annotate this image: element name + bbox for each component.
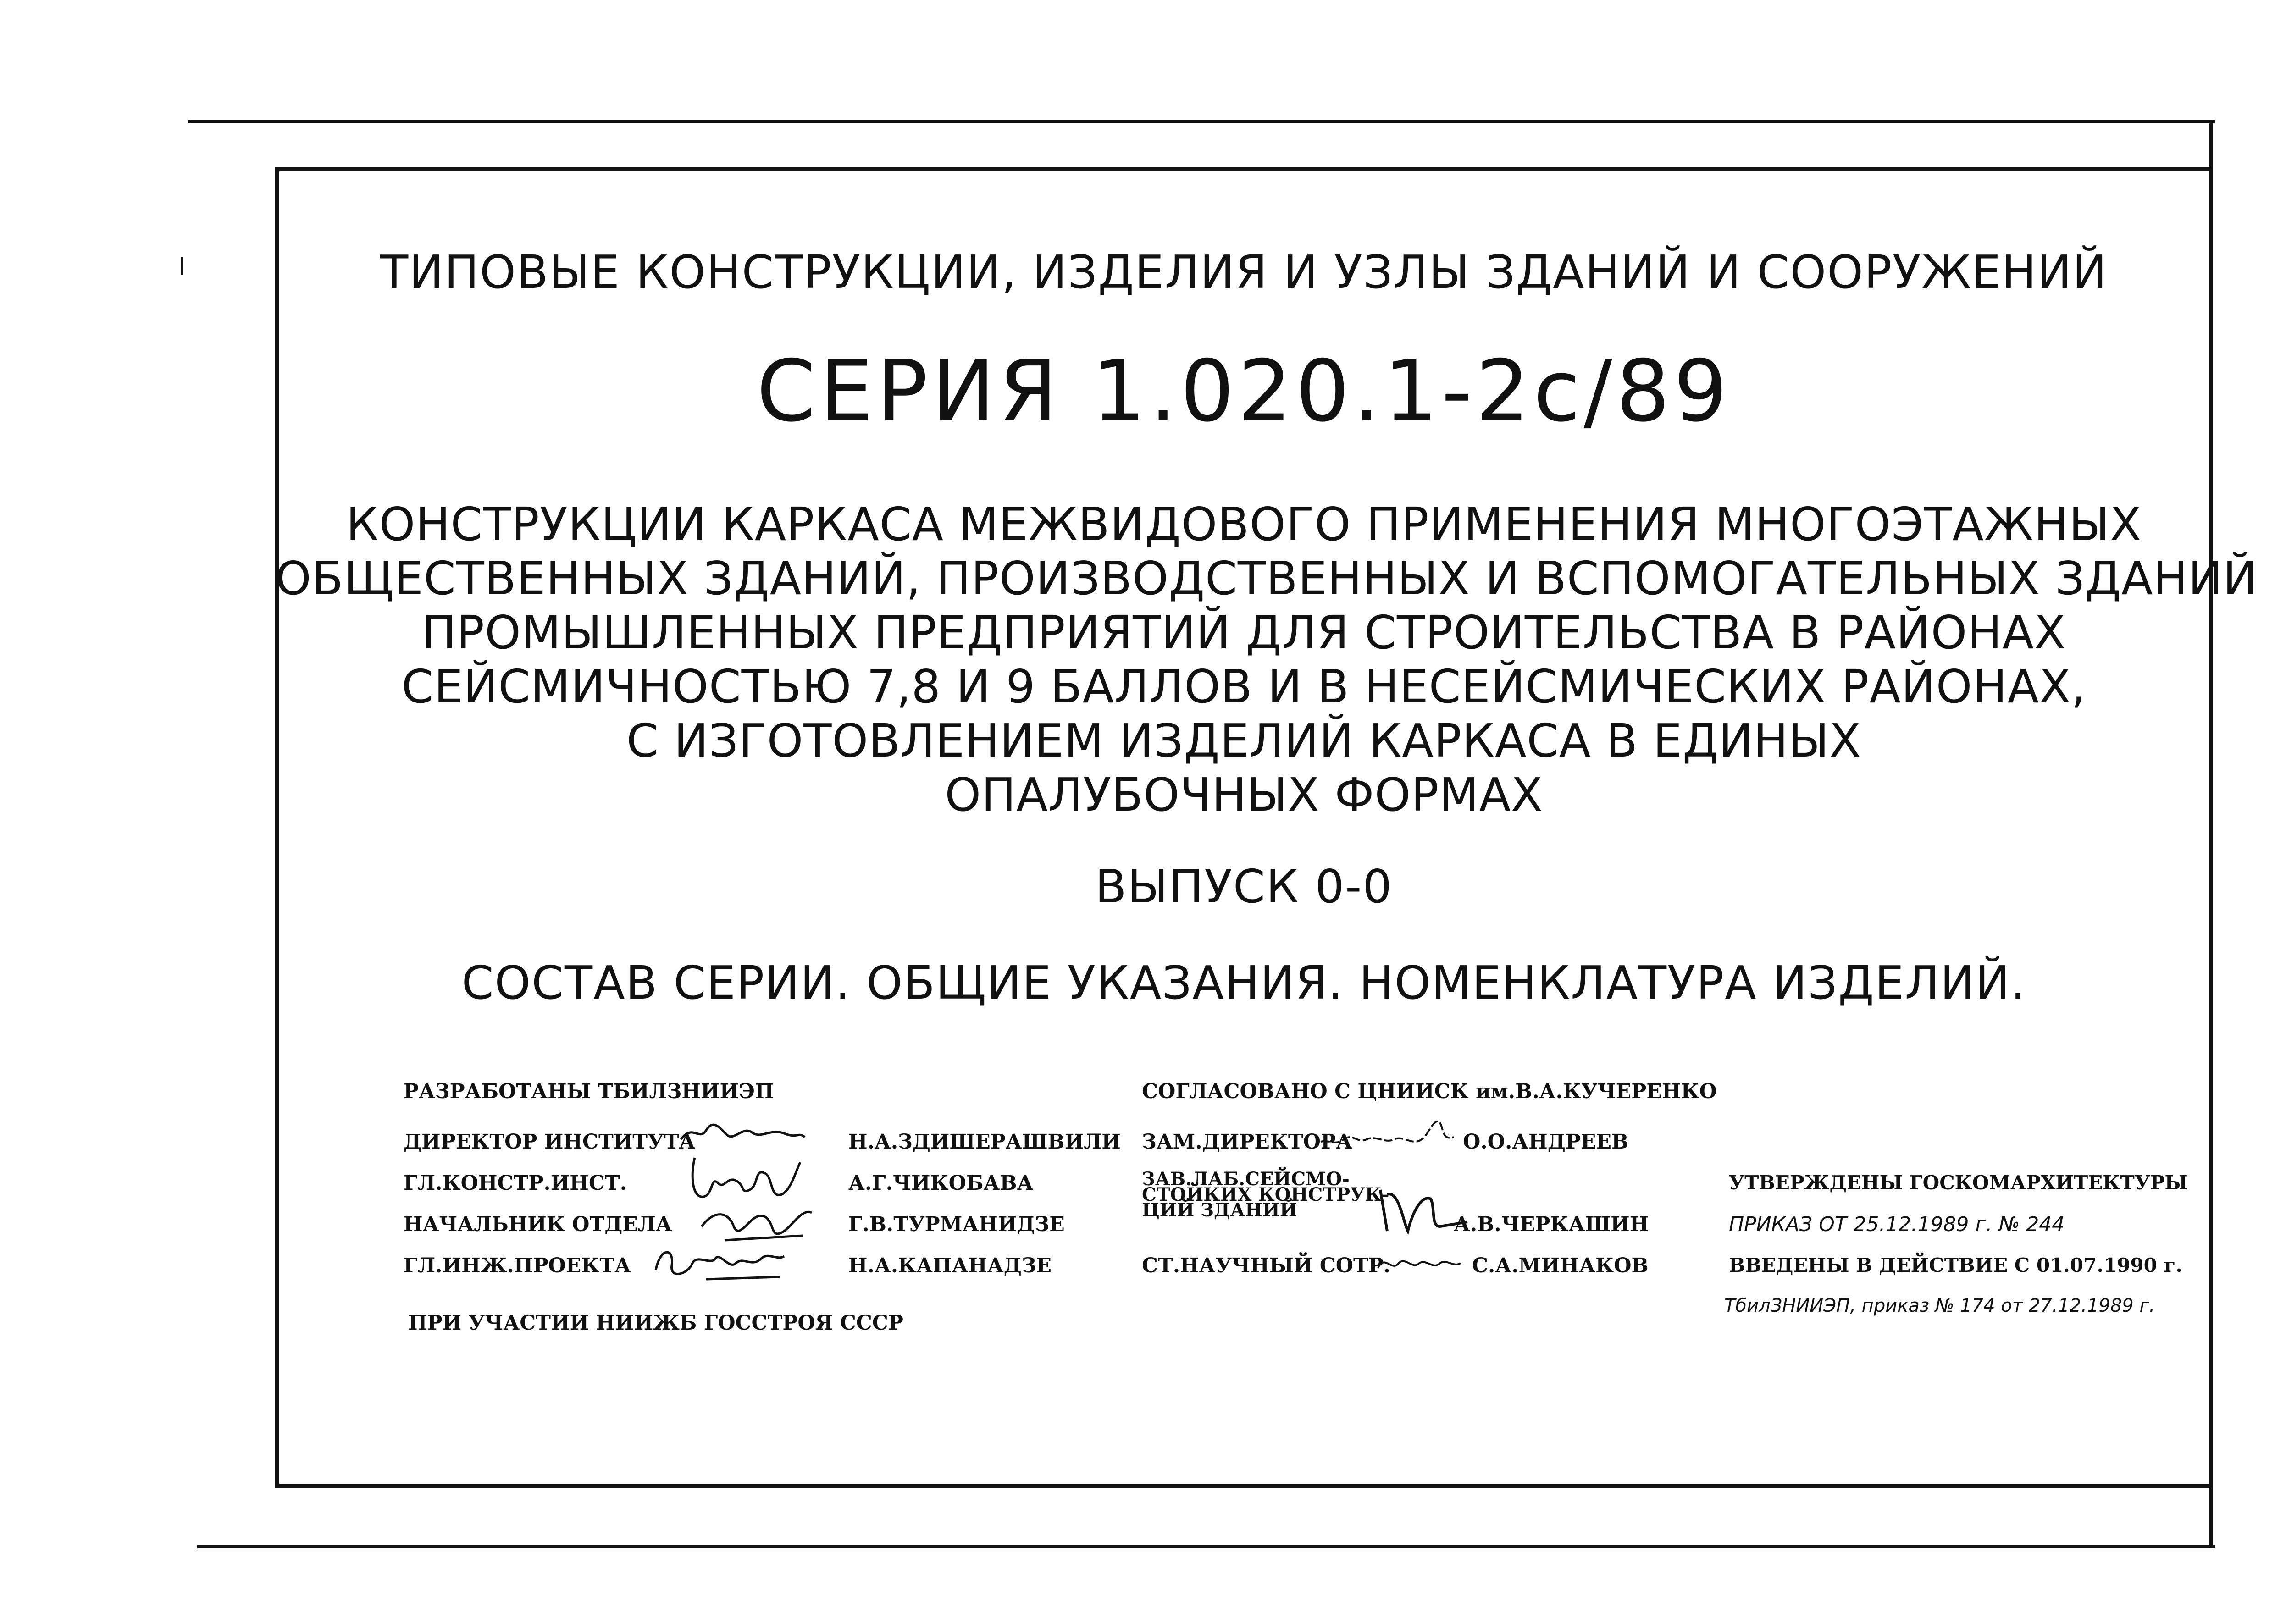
developed-name: Н.А.КАПАНАДЗЕ [848,1254,1052,1277]
issue-number: ВЫПУСК 0-0 [1095,860,1393,913]
agreed-name: С.А.МИНАКОВ [1472,1254,1649,1277]
outer-frame-bottom [197,1545,2215,1548]
binding-mark [181,257,183,275]
signature-chief-engineer [651,1238,789,1284]
outer-frame-top [188,120,2215,123]
signature-deputy-director [1316,1114,1472,1155]
title-line: КОНСТРУКЦИИ КАРКАСА МЕЖВИДОВОГО ПРИМЕНЕНИЯ МНОГОЭТАЖНЫХ [346,497,2142,551]
title-line: ПРОМЫШЛЕННЫХ ПРЕДПРИЯТИЙ ДЛЯ СТРОИТЕЛЬСТВА В РАЙОНАХ [421,606,2066,659]
signature-lab-head [1371,1181,1472,1240]
main-title [275,497,2258,822]
approved-institute-order: ТбилЗНИИЭП, приказ № 174 от 27.12.1989 г. [1724,1295,2155,1316]
agreed-role: ЗАМ.ДИРЕКТОРА [1142,1130,1352,1154]
contents-title: СОСТАВ СЕРИИ. ОБЩИЕ УКАЗАНИЯ. НОМЕНКЛАТУРА ИЗДЕЛИЙ. [461,956,2026,1010]
participation-note: ПРИ УЧАСТИИ НИИЖБ ГОССТРОЯ СССР [408,1311,903,1335]
developed-role: ДИРЕКТОР ИНСТИТУТА [404,1130,696,1154]
developed-role: ГЛ.ИНЖ.ПРОЕКТА [404,1254,631,1277]
signature-director [679,1114,807,1151]
agreed-heading: СОГЛАСОВАНО С ЦНИИСК им.В.А.КУЧЕРЕНКО [1142,1080,1717,1103]
agreed-role: ЗАВ.ЛАБ.СЕЙСМО- СТОЙКИХ КОНСТРУК- ЦИЙ ЗДАНИЙ [1142,1168,1389,1221]
header-title: ТИПОВЫЕ КОНСТРУКЦИИ, ИЗДЕЛИЯ И УЗЛЫ ЗДАНИЙ И СООРУЖЕНИЙ [380,245,2108,299]
developed-name: Н.А.ЗДИШЕРАШВИЛИ [848,1130,1121,1154]
approved-effective: ВВЕДЕНЫ В ДЕЙСТВИЕ С 01.07.1990 г. [1729,1254,2182,1276]
title-line: СЕЙСМИЧНОСТЬЮ 7,8 И 9 БАЛЛОВ И В НЕСЕЙСМИЧЕСКИХ РАЙОНАХ, [401,660,2087,713]
title-line: ОПАЛУБОЧНЫХ ФОРМАХ [945,768,1543,822]
signature-senior-researcher [1373,1249,1465,1277]
title-line: С ИЗГОТОВЛЕНИЕМ ИЗДЕЛИЙ КАРКАСА В ЕДИНЫХ [626,714,1861,768]
agreed-name: А.В.ЧЕРКАШИН [1454,1213,1649,1236]
approved-line: УТВЕРЖДЕНЫ ГОСКОМАРХИТЕКТУРЫ [1729,1171,2188,1194]
developed-name: Г.В.ТУРМАНИДЗЕ [848,1213,1065,1236]
series-number: СЕРИЯ 1.020.1-2с/89 [756,342,1732,441]
agreed-name: О.О.АНДРЕЕВ [1463,1130,1629,1154]
developed-role: НАЧАЛЬНИК ОТДЕЛА [404,1213,672,1236]
developed-name: А.Г.ЧИКОБАВА [848,1171,1034,1195]
approved-order: ПРИКАЗ ОТ 25.12.1989 г. № 244 [1729,1213,2065,1236]
developed-role: ГЛ.КОНСТР.ИНСТ. [404,1171,627,1195]
title-line: ОБЩЕСТВЕННЫХ ЗДАНИЙ, ПРОИЗВОДСТВЕННЫХ И ВСПОМОГАТЕЛЬНЫХ ЗДАНИЙ [275,552,2258,605]
agreed-role: СТ.НАУЧНЫЙ СОТР. [1142,1254,1391,1277]
developed-heading: РАЗРАБОТАНЫ ТБИЛЗНИИЭП [404,1080,774,1103]
